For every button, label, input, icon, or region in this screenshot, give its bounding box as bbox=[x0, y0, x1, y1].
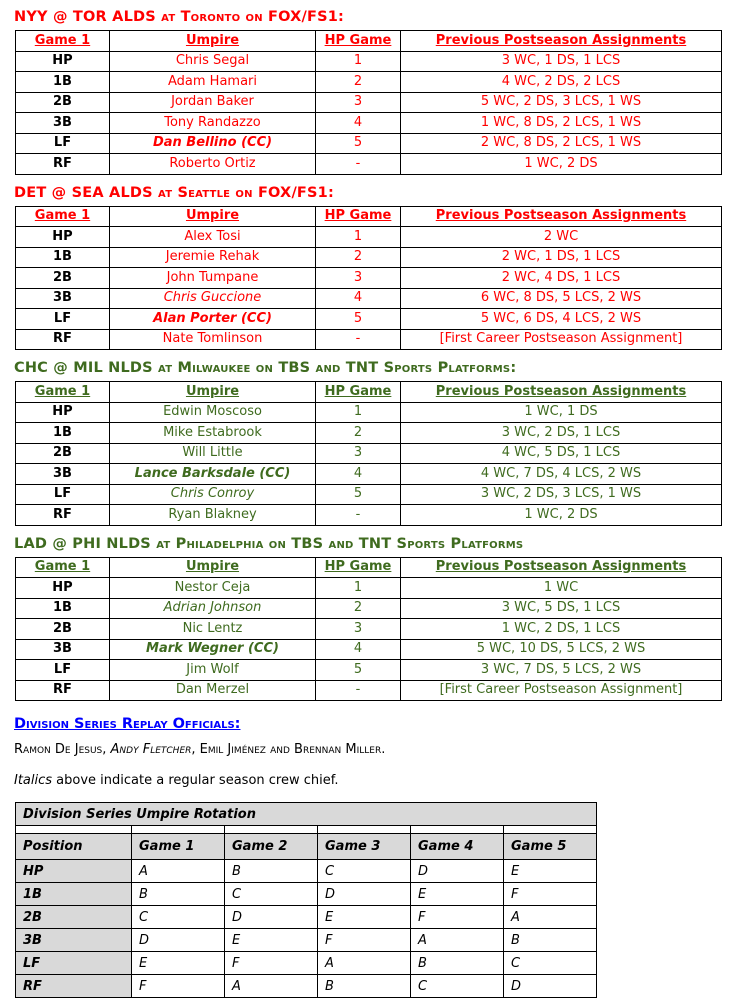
table-row bbox=[16, 92, 722, 113]
hp-game-cell: 5 bbox=[316, 309, 401, 330]
position-cell: 1B bbox=[16, 72, 110, 93]
header-cell-previous bbox=[401, 382, 722, 403]
rotation-title: Division Series Umpire Rotation bbox=[16, 803, 597, 826]
series-title: LAD @ PHI NLDS at Philadelphia on TBS and TNT Sports Platforms bbox=[14, 535, 524, 552]
spacer-cell bbox=[318, 826, 411, 834]
assignments-cell: 4 WC, 2 DS, 2 LCS bbox=[401, 72, 722, 93]
header-label: HP Game bbox=[324, 383, 392, 399]
rotation-game-cell: C bbox=[132, 906, 225, 929]
hp-game-cell: 1 bbox=[316, 51, 401, 72]
officials-italic-name: Andy Fletcher bbox=[110, 742, 192, 757]
rotation-position-cell: RF bbox=[16, 975, 132, 998]
rotation-game-cell: F bbox=[225, 952, 318, 975]
position-cell: 1B bbox=[16, 247, 110, 268]
assignments-cell: 2 WC, 8 DS, 2 LCS, 1 WS bbox=[401, 133, 722, 154]
table-row bbox=[16, 680, 722, 701]
umpire-cell: Roberto Ortiz bbox=[110, 154, 316, 175]
position-cell: HP bbox=[16, 227, 110, 248]
rotation-position-cell: HP bbox=[16, 860, 132, 883]
umpire-cell: Adrian Johnson bbox=[110, 598, 316, 619]
rotation-row bbox=[16, 952, 597, 975]
umpire-cell: Jim Wolf bbox=[110, 660, 316, 681]
header-cell-umpire bbox=[110, 382, 316, 403]
assignments-cell: 3 WC, 2 DS, 1 LCS bbox=[401, 423, 722, 444]
umpire-cell: Dan Bellino (CC) bbox=[110, 133, 316, 154]
series-title: DET @ SEA ALDS at Seattle on FOX/FS1: bbox=[14, 184, 334, 201]
assignments-cell: 5 WC, 2 DS, 3 LCS, 1 WS bbox=[401, 92, 722, 113]
rotation-header-game2: Game 2 bbox=[225, 834, 318, 860]
rotation-game-cell: C bbox=[411, 975, 504, 998]
umpire-cell: Dan Merzel bbox=[110, 680, 316, 701]
header-cell-game bbox=[16, 557, 110, 578]
rotation-header-game1: Game 1 bbox=[132, 834, 225, 860]
rotation-row bbox=[16, 929, 597, 952]
umpire-cell: John Tumpane bbox=[110, 268, 316, 289]
spacer-cell bbox=[504, 826, 597, 834]
hp-game-cell: - bbox=[316, 505, 401, 526]
header-cell-previous bbox=[401, 557, 722, 578]
position-cell: LF bbox=[16, 309, 110, 330]
header-label: Umpire bbox=[185, 32, 240, 48]
hp-game-cell: 3 bbox=[316, 619, 401, 640]
rotation-game-cell: B bbox=[411, 952, 504, 975]
header-label: Game 1 bbox=[34, 559, 91, 574]
umpire-cell: Mike Estabrook bbox=[110, 423, 316, 444]
position-cell: 2B bbox=[16, 619, 110, 640]
assignments-cell: 1 WC, 2 DS bbox=[401, 154, 722, 175]
header-cell-game bbox=[16, 31, 110, 52]
spacer-cell bbox=[411, 826, 504, 834]
assignments-cell: 1 WC, 2 DS, 1 LCS bbox=[401, 619, 722, 640]
rotation-game-cell: B bbox=[225, 860, 318, 883]
header-cell-umpire bbox=[110, 31, 316, 52]
assignments-cell: 2 WC, 1 DS, 1 LCS bbox=[401, 247, 722, 268]
hp-game-cell: 3 bbox=[316, 268, 401, 289]
hp-game-cell: 2 bbox=[316, 247, 401, 268]
hp-game-cell: 1 bbox=[316, 402, 401, 423]
umpire-cell: Nate Tomlinson bbox=[110, 329, 316, 350]
table-row bbox=[16, 619, 722, 640]
umpire-cell: Chris Segal bbox=[110, 51, 316, 72]
position-cell: 3B bbox=[16, 639, 110, 660]
umpire-cell: Tony Randazzo bbox=[110, 113, 316, 134]
header-label: Previous Postseason Assignments bbox=[435, 383, 687, 399]
table-header-row bbox=[16, 557, 722, 578]
position-cell: 3B bbox=[16, 113, 110, 134]
rotation-game-cell: D bbox=[411, 860, 504, 883]
header-label: Umpire bbox=[185, 559, 240, 574]
table-row bbox=[16, 402, 722, 423]
rotation-game-cell: B bbox=[132, 883, 225, 906]
position-cell: HP bbox=[16, 402, 110, 423]
series-title: NYY @ TOR ALDS at Toronto on FOX/FS1: bbox=[14, 9, 345, 25]
umpire-rotation-table bbox=[15, 802, 597, 998]
rotation-title-row bbox=[16, 803, 597, 826]
umpire-cell: Lance Barksdale (CC) bbox=[110, 464, 316, 485]
rotation-game-cell: A bbox=[504, 906, 597, 929]
assignments-cell: 1 WC, 8 DS, 2 LCS, 1 WS bbox=[401, 113, 722, 134]
header-cell-hp-game bbox=[316, 31, 401, 52]
header-label: Game 1 bbox=[34, 208, 91, 223]
rotation-header-game5: Game 5 bbox=[504, 834, 597, 860]
umpire-assignments-table bbox=[15, 557, 722, 702]
table-row bbox=[16, 133, 722, 154]
assignments-cell: 4 WC, 5 DS, 1 LCS bbox=[401, 443, 722, 464]
rotation-game-cell: C bbox=[504, 952, 597, 975]
rotation-game-cell: E bbox=[132, 952, 225, 975]
rotation-game-cell: C bbox=[225, 883, 318, 906]
rotation-game-cell: D bbox=[225, 906, 318, 929]
rotation-game-cell: A bbox=[225, 975, 318, 998]
hp-game-cell: 5 bbox=[316, 484, 401, 505]
umpire-cell: Nestor Ceja bbox=[110, 578, 316, 599]
rotation-game-cell: C bbox=[318, 860, 411, 883]
assignments-cell: 3 WC, 5 DS, 1 LCS bbox=[401, 598, 722, 619]
rotation-header-game3: Game 3 bbox=[318, 834, 411, 860]
rotation-position-cell: 1B bbox=[16, 883, 132, 906]
position-cell: 2B bbox=[16, 92, 110, 113]
rotation-position-cell: 3B bbox=[16, 929, 132, 952]
header-cell-game bbox=[16, 382, 110, 403]
assignments-cell: 3 WC, 7 DS, 5 LCS, 2 WS bbox=[401, 660, 722, 681]
hp-game-cell: 4 bbox=[316, 113, 401, 134]
rotation-spacer-row bbox=[16, 826, 597, 834]
header-label: HP Game bbox=[324, 208, 392, 223]
assignments-cell: 2 WC bbox=[401, 227, 722, 248]
rotation-game-cell: D bbox=[318, 883, 411, 906]
rotation-game-cell: B bbox=[318, 975, 411, 998]
hp-game-cell: 2 bbox=[316, 423, 401, 444]
assignments-cell: [First Career Postseason Assignment] bbox=[401, 680, 722, 701]
rotation-game-cell: D bbox=[504, 975, 597, 998]
rotation-row bbox=[16, 975, 597, 998]
assignments-cell: 1 WC, 1 DS bbox=[401, 402, 722, 423]
hp-game-cell: - bbox=[316, 154, 401, 175]
header-label: Game 1 bbox=[34, 32, 91, 48]
rotation-row bbox=[16, 906, 597, 929]
spacer-cell bbox=[225, 826, 318, 834]
rotation-game-cell: F bbox=[132, 975, 225, 998]
position-cell: LF bbox=[16, 133, 110, 154]
rotation-game-cell: E bbox=[411, 883, 504, 906]
rotation-game-cell: F bbox=[411, 906, 504, 929]
umpire-assignments-table bbox=[15, 206, 722, 351]
position-cell: RF bbox=[16, 329, 110, 350]
table-row bbox=[16, 660, 722, 681]
rotation-game-cell: E bbox=[504, 860, 597, 883]
series-section-chc-mil bbox=[14, 360, 735, 526]
umpire-cell: Alan Porter (CC) bbox=[110, 309, 316, 330]
umpire-assignments-table bbox=[15, 381, 722, 526]
table-row bbox=[16, 329, 722, 350]
assignments-cell: [First Career Postseason Assignment] bbox=[401, 329, 722, 350]
assignments-cell: 5 WC, 6 DS, 4 LCS, 2 WS bbox=[401, 309, 722, 330]
officials-text: , Emil Jiménez and Brennan Miller. bbox=[191, 742, 386, 757]
header-cell-umpire bbox=[110, 206, 316, 227]
header-label: HP Game bbox=[324, 32, 392, 48]
table-row bbox=[16, 505, 722, 526]
umpire-cell: Jeremie Rehak bbox=[110, 247, 316, 268]
header-cell-umpire bbox=[110, 557, 316, 578]
rotation-game-cell: E bbox=[225, 929, 318, 952]
rotation-header-position: Position bbox=[16, 834, 132, 860]
spacer-cell bbox=[16, 826, 132, 834]
table-row bbox=[16, 464, 722, 485]
assignments-cell: 2 WC, 4 DS, 1 LCS bbox=[401, 268, 722, 289]
position-cell: RF bbox=[16, 505, 110, 526]
table-row bbox=[16, 484, 722, 505]
rotation-game-cell: F bbox=[318, 929, 411, 952]
rotation-game-cell: F bbox=[504, 883, 597, 906]
rotation-row bbox=[16, 860, 597, 883]
table-row bbox=[16, 72, 722, 93]
table-row bbox=[16, 154, 722, 175]
rotation-header-row bbox=[16, 834, 597, 860]
table-row bbox=[16, 578, 722, 599]
table-header-row bbox=[16, 31, 722, 52]
umpire-cell: Edwin Moscoso bbox=[110, 402, 316, 423]
assignments-cell: 1 WC bbox=[401, 578, 722, 599]
table-row bbox=[16, 288, 722, 309]
position-cell: HP bbox=[16, 578, 110, 599]
header-cell-game bbox=[16, 206, 110, 227]
table-row bbox=[16, 309, 722, 330]
assignments-cell: 6 WC, 8 DS, 5 LCS, 2 WS bbox=[401, 288, 722, 309]
header-cell-previous bbox=[401, 31, 722, 52]
position-cell: 1B bbox=[16, 423, 110, 444]
header-cell-hp-game bbox=[316, 206, 401, 227]
hp-game-cell: 4 bbox=[316, 464, 401, 485]
hp-game-cell: 5 bbox=[316, 660, 401, 681]
rotation-game-cell: A bbox=[411, 929, 504, 952]
series-title: CHC @ MIL NLDS at Milwaukee on TBS and TNT Sports Platforms: bbox=[14, 360, 517, 376]
umpire-cell: Jordan Baker bbox=[110, 92, 316, 113]
assignments-cell: 5 WC, 10 DS, 5 LCS, 2 WS bbox=[401, 639, 722, 660]
header-label: Umpire bbox=[185, 383, 240, 399]
assignments-cell: 1 WC, 2 DS bbox=[401, 505, 722, 526]
rotation-position-cell: 2B bbox=[16, 906, 132, 929]
rotation-header-game4: Game 4 bbox=[411, 834, 504, 860]
spacer-cell bbox=[132, 826, 225, 834]
note-text: above indicate a regular season crew chief. bbox=[52, 773, 339, 788]
umpire-assignments-table bbox=[15, 30, 722, 175]
table-row bbox=[16, 51, 722, 72]
umpire-cell: Adam Hamari bbox=[110, 72, 316, 93]
hp-game-cell: - bbox=[316, 329, 401, 350]
position-cell: 3B bbox=[16, 464, 110, 485]
hp-game-cell: 1 bbox=[316, 578, 401, 599]
rotation-game-cell: A bbox=[132, 860, 225, 883]
hp-game-cell: 4 bbox=[316, 639, 401, 660]
header-label: HP Game bbox=[324, 559, 392, 574]
table-row bbox=[16, 443, 722, 464]
series-section-lad-phi bbox=[14, 536, 735, 702]
hp-game-cell: 2 bbox=[316, 72, 401, 93]
replay-officials-names bbox=[14, 742, 735, 757]
hp-game-cell: 3 bbox=[316, 92, 401, 113]
hp-game-cell: 2 bbox=[316, 598, 401, 619]
umpire-cell: Nic Lentz bbox=[110, 619, 316, 640]
position-cell: 2B bbox=[16, 443, 110, 464]
table-header-row bbox=[16, 382, 722, 403]
header-label: Previous Postseason Assignments bbox=[435, 208, 687, 223]
hp-game-cell: 5 bbox=[316, 133, 401, 154]
assignments-cell: 3 WC, 2 DS, 3 LCS, 1 WS bbox=[401, 484, 722, 505]
series-section-nyy-tor bbox=[14, 9, 735, 175]
assignments-cell: 3 WC, 1 DS, 1 LCS bbox=[401, 51, 722, 72]
header-label: Game 1 bbox=[34, 383, 91, 399]
table-row bbox=[16, 598, 722, 619]
hp-game-cell: 1 bbox=[316, 227, 401, 248]
position-cell: RF bbox=[16, 154, 110, 175]
rotation-row bbox=[16, 883, 597, 906]
header-label: Umpire bbox=[185, 208, 240, 223]
officials-text: Ramon De Jesus, bbox=[14, 742, 111, 757]
header-cell-hp-game bbox=[316, 557, 401, 578]
position-cell: 3B bbox=[16, 288, 110, 309]
table-row bbox=[16, 423, 722, 444]
header-label: Previous Postseason Assignments bbox=[435, 559, 687, 574]
position-cell: LF bbox=[16, 660, 110, 681]
position-cell: RF bbox=[16, 680, 110, 701]
umpire-cell: Will Little bbox=[110, 443, 316, 464]
series-section-det-sea bbox=[14, 185, 735, 351]
umpire-cell: Chris Guccione bbox=[110, 288, 316, 309]
header-cell-previous bbox=[401, 206, 722, 227]
position-cell: HP bbox=[16, 51, 110, 72]
umpire-cell: Mark Wegner (CC) bbox=[110, 639, 316, 660]
replay-officials-heading: Division Series Replay Officials: bbox=[14, 716, 241, 732]
note-italic-word: Italics bbox=[14, 773, 53, 788]
position-cell: LF bbox=[16, 484, 110, 505]
umpire-cell: Chris Conroy bbox=[110, 484, 316, 505]
table-row bbox=[16, 268, 722, 289]
rotation-game-cell: E bbox=[318, 906, 411, 929]
umpire-cell: Ryan Blakney bbox=[110, 505, 316, 526]
rotation-game-cell: D bbox=[132, 929, 225, 952]
table-row bbox=[16, 639, 722, 660]
header-label: Previous Postseason Assignments bbox=[435, 32, 687, 48]
table-row bbox=[16, 227, 722, 248]
assignments-cell: 4 WC, 7 DS, 4 LCS, 2 WS bbox=[401, 464, 722, 485]
hp-game-cell: - bbox=[316, 680, 401, 701]
umpire-cell: Alex Tosi bbox=[110, 227, 316, 248]
hp-game-cell: 4 bbox=[316, 288, 401, 309]
hp-game-cell: 3 bbox=[316, 443, 401, 464]
table-row bbox=[16, 247, 722, 268]
rotation-position-cell: LF bbox=[16, 952, 132, 975]
table-header-row bbox=[16, 206, 722, 227]
rotation-game-cell: B bbox=[504, 929, 597, 952]
header-cell-hp-game bbox=[316, 382, 401, 403]
position-cell: 2B bbox=[16, 268, 110, 289]
italics-note bbox=[14, 773, 735, 788]
rotation-game-cell: A bbox=[318, 952, 411, 975]
position-cell: 1B bbox=[16, 598, 110, 619]
table-row bbox=[16, 113, 722, 134]
